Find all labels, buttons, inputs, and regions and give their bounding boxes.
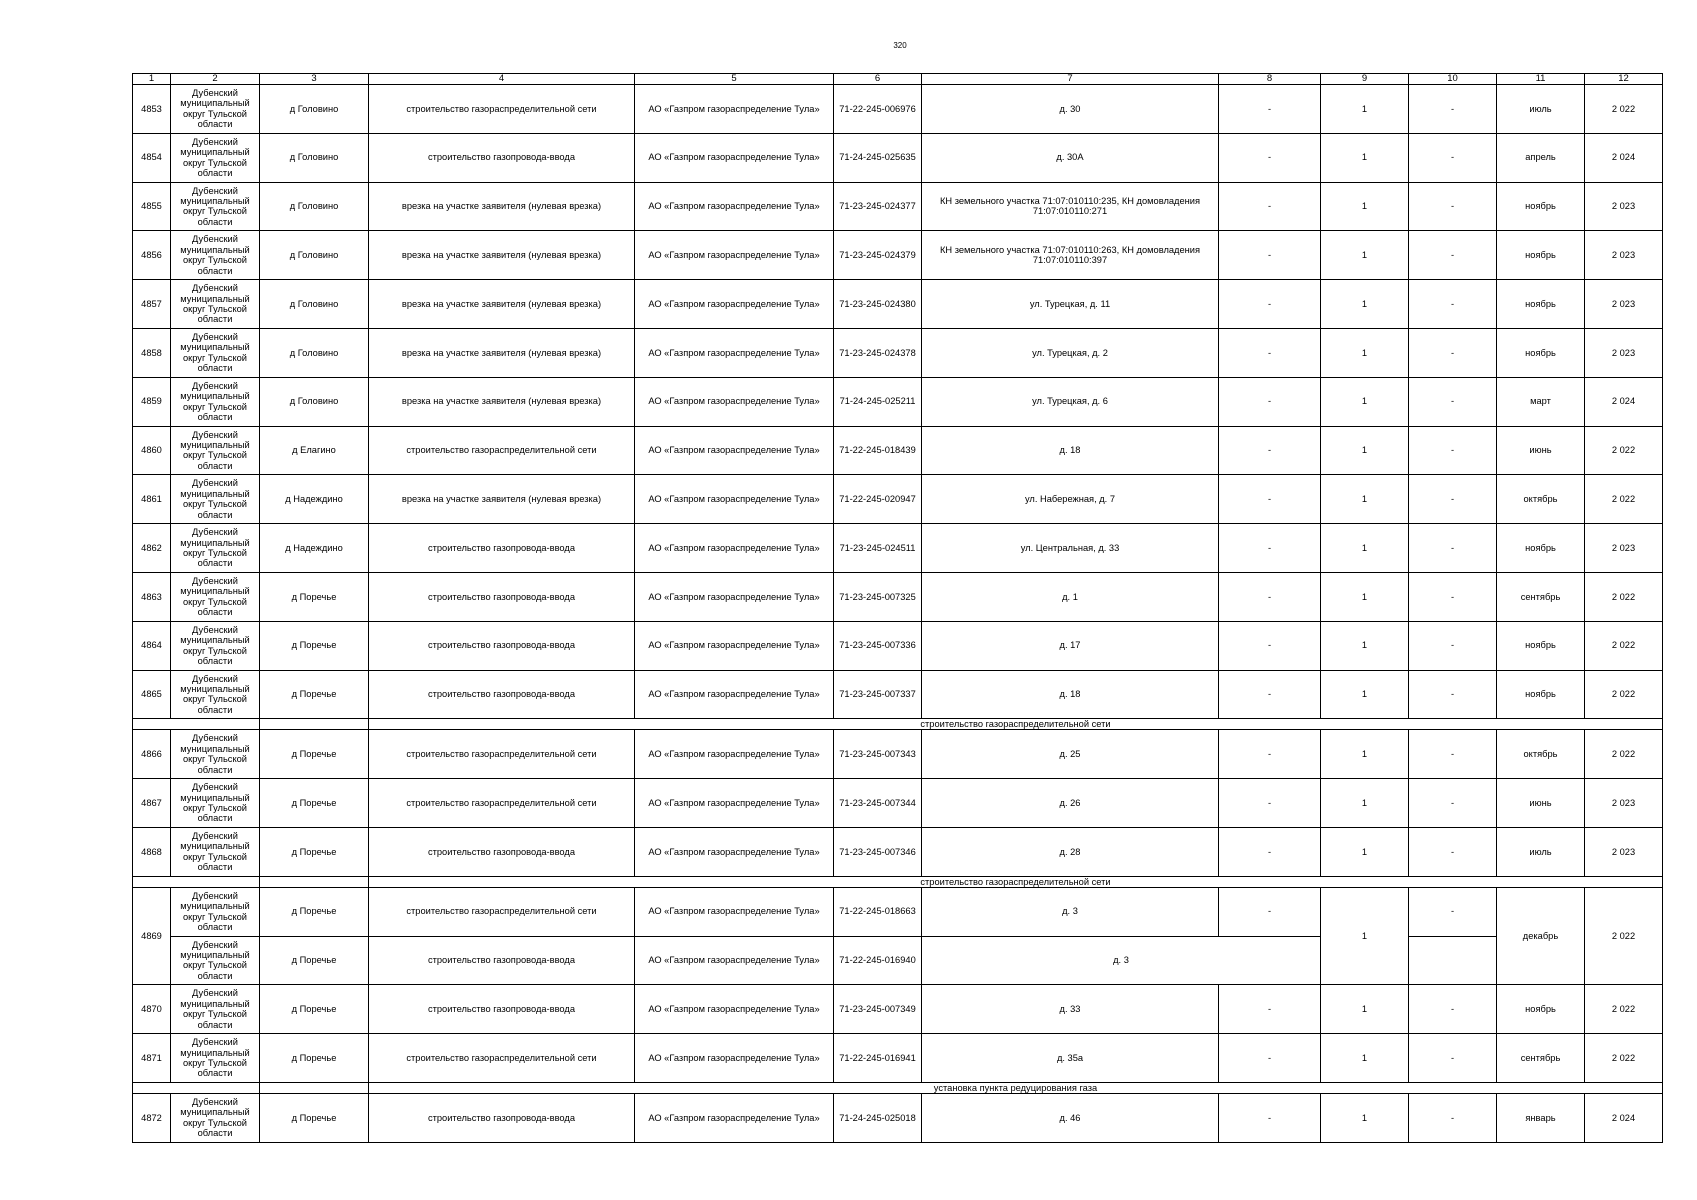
col10-cell: -: [1409, 377, 1497, 426]
address-cell: д. 25: [922, 730, 1219, 779]
work-type-cell: строительство газораспределительной сети: [369, 85, 635, 134]
work-type-cell: строительство газораспределительной сети: [369, 779, 635, 828]
col8-cell: -: [1219, 231, 1321, 280]
work-type-cell: врезка на участке заявителя (нулевая врезка): [369, 475, 635, 524]
month-cell: апрель: [1497, 133, 1585, 182]
year-cell: 2 024: [1585, 133, 1663, 182]
request-code-cell: 71-24-245-025018: [834, 1093, 922, 1142]
col10-cell: -: [1409, 621, 1497, 670]
work-type-cell: врезка на участке заявителя (нулевая врезка): [369, 231, 635, 280]
organization-cell: АО «Газпром газораспределение Тула»: [635, 1034, 834, 1083]
row-number: 4856: [133, 231, 171, 280]
request-code-cell: 71-24-245-025211: [834, 377, 922, 426]
table-row: [133, 572, 1663, 621]
row-number: 4864: [133, 621, 171, 670]
request-code-cell: 71-23-245-024378: [834, 328, 922, 377]
month-cell: июнь: [1497, 426, 1585, 475]
row-number: 4862: [133, 524, 171, 573]
table-row: [133, 280, 1663, 329]
month-cell: июль: [1497, 827, 1585, 876]
note-spacer: [171, 719, 260, 730]
month-cell: ноябрь: [1497, 231, 1585, 280]
month-cell: ноябрь: [1497, 621, 1585, 670]
organization-cell: АО «Газпром газораспределение Тула»: [635, 280, 834, 329]
district-cell: Дубенский муниципальный округ Тульской области: [171, 670, 260, 719]
note-spacer: [133, 876, 171, 887]
table-row: [133, 1034, 1663, 1083]
year-cell: 2 024: [1585, 377, 1663, 426]
request-code-cell: 71-23-245-024380: [834, 280, 922, 329]
section-note-row: [133, 719, 1663, 730]
settlement-cell: д Головино: [260, 85, 369, 134]
settlement-cell: д Поречье: [260, 936, 369, 985]
col10-cell: -: [1409, 779, 1497, 828]
work-type-cell: строительство газопровода-ввода: [369, 524, 635, 573]
row-number: 4863: [133, 572, 171, 621]
col8-cell: -: [1219, 280, 1321, 329]
column-number: 10: [1409, 74, 1497, 85]
col9-cell: 1: [1321, 133, 1409, 182]
organization-cell: АО «Газпром газораспределение Тула»: [635, 621, 834, 670]
col10-cell: -: [1409, 133, 1497, 182]
settlement-cell: д Поречье: [260, 779, 369, 828]
col10-cell: -: [1409, 231, 1497, 280]
column-number: 8: [1219, 74, 1321, 85]
year-cell: 2 022: [1585, 1034, 1663, 1083]
organization-cell: АО «Газпром газораспределение Тула»: [635, 133, 834, 182]
settlement-cell: д Поречье: [260, 730, 369, 779]
organization-cell: АО «Газпром газораспределение Тула»: [635, 985, 834, 1034]
work-type-cell: строительство газопровода-ввода: [369, 133, 635, 182]
settlement-cell: д Поречье: [260, 827, 369, 876]
month-cell: январь: [1497, 1093, 1585, 1142]
row-number: 4866: [133, 730, 171, 779]
work-type-cell: строительство газопровода-ввода: [369, 1093, 635, 1142]
table-row: [133, 985, 1663, 1034]
section-note-row: [133, 1082, 1663, 1093]
district-cell: Дубенский муниципальный округ Тульской области: [171, 475, 260, 524]
col10-cell-empty: [1409, 936, 1497, 985]
col10-cell: -: [1409, 85, 1497, 134]
work-type-cell: врезка на участке заявителя (нулевая врезка): [369, 377, 635, 426]
col10-cell: -: [1409, 730, 1497, 779]
address-cell: д. 26: [922, 779, 1219, 828]
table-row: [133, 827, 1663, 876]
col8-cell: -: [1219, 887, 1321, 936]
col9-cell: 1: [1321, 426, 1409, 475]
col8-cell: -: [1219, 621, 1321, 670]
page-number: 320: [893, 41, 907, 50]
table-row: [133, 1093, 1663, 1142]
month-cell: ноябрь: [1497, 182, 1585, 231]
request-code-cell: 71-23-245-007336: [834, 621, 922, 670]
month-cell: ноябрь: [1497, 280, 1585, 329]
request-code-cell: 71-22-245-016940: [834, 936, 922, 985]
col9-cell: 1: [1321, 572, 1409, 621]
column-number: 2: [171, 74, 260, 85]
col9-cell: 1: [1321, 328, 1409, 377]
column-number: 5: [635, 74, 834, 85]
address-cell: ул. Турецкая, д. 6: [922, 377, 1219, 426]
district-cell: Дубенский муниципальный округ Тульской области: [171, 572, 260, 621]
column-number: 9: [1321, 74, 1409, 85]
note-spacer: [171, 876, 260, 887]
organization-cell: АО «Газпром газораспределение Тула»: [635, 1093, 834, 1142]
district-cell: Дубенский муниципальный округ Тульской области: [171, 779, 260, 828]
col8-cell: -: [1219, 985, 1321, 1034]
col9-cell: 1: [1321, 887, 1409, 985]
year-cell: 2 023: [1585, 280, 1663, 329]
organization-cell: АО «Газпром газораспределение Тула»: [635, 827, 834, 876]
month-cell: ноябрь: [1497, 670, 1585, 719]
col8-cell: -: [1219, 85, 1321, 134]
organization-cell: АО «Газпром газораспределение Тула»: [635, 730, 834, 779]
col8-cell: -: [1219, 730, 1321, 779]
settlement-cell: д Надеждино: [260, 475, 369, 524]
year-cell: 2 022: [1585, 426, 1663, 475]
year-cell: 2 023: [1585, 779, 1663, 828]
work-type-cell: врезка на участке заявителя (нулевая врезка): [369, 328, 635, 377]
address-cell: д. 30А: [922, 133, 1219, 182]
district-cell: Дубенский муниципальный округ Тульской области: [171, 280, 260, 329]
settlement-cell: д Поречье: [260, 621, 369, 670]
col9-cell: 1: [1321, 280, 1409, 329]
settlement-cell: д Надеждино: [260, 524, 369, 573]
col10-cell: -: [1409, 182, 1497, 231]
col9-cell: 1: [1321, 475, 1409, 524]
row-number: 4869: [133, 887, 171, 985]
col10-cell: -: [1409, 670, 1497, 719]
section-note: установка пункта редуцирования газа: [369, 1082, 1663, 1093]
settlement-cell: д Поречье: [260, 985, 369, 1034]
month-cell: июнь: [1497, 779, 1585, 828]
col10-cell: -: [1409, 328, 1497, 377]
table-row: [133, 182, 1663, 231]
row-number: 4858: [133, 328, 171, 377]
organization-cell: АО «Газпром газораспределение Тула»: [635, 426, 834, 475]
address-cell: д. 3: [922, 936, 1321, 985]
work-type-cell: строительство газопровода-ввода: [369, 827, 635, 876]
col9-cell: 1: [1321, 621, 1409, 670]
organization-cell: АО «Газпром газораспределение Тула»: [635, 231, 834, 280]
col9-cell: 1: [1321, 377, 1409, 426]
col8-cell: -: [1219, 328, 1321, 377]
month-cell: ноябрь: [1497, 985, 1585, 1034]
col8-cell: -: [1219, 475, 1321, 524]
year-cell: 2 023: [1585, 524, 1663, 573]
table-row: [133, 426, 1663, 475]
table-row: [133, 730, 1663, 779]
request-code-cell: 71-23-245-007346: [834, 827, 922, 876]
col9-cell: 1: [1321, 85, 1409, 134]
column-number: 7: [922, 74, 1219, 85]
request-code-cell: 71-23-245-024511: [834, 524, 922, 573]
table-row: [133, 377, 1663, 426]
section-note-row: [133, 876, 1663, 887]
request-code-cell: 71-22-245-006976: [834, 85, 922, 134]
table-row: [133, 524, 1663, 573]
note-spacer: [260, 876, 369, 887]
organization-cell: АО «Газпром газораспределение Тула»: [635, 936, 834, 985]
row-number: 4865: [133, 670, 171, 719]
request-code-cell: 71-22-245-016941: [834, 1034, 922, 1083]
request-code-cell: 71-22-245-018439: [834, 426, 922, 475]
row-number: 4861: [133, 475, 171, 524]
settlement-cell: д Головино: [260, 377, 369, 426]
column-number-row: [133, 74, 1663, 85]
col10-cell: -: [1409, 524, 1497, 573]
address-cell: д. 3: [922, 887, 1219, 936]
district-cell: Дубенский муниципальный округ Тульской области: [171, 328, 260, 377]
col10-cell: -: [1409, 985, 1497, 1034]
col8-cell: -: [1219, 426, 1321, 475]
settlement-cell: д Елагино: [260, 426, 369, 475]
settlement-cell: д Поречье: [260, 670, 369, 719]
request-code-cell: 71-22-245-018663: [834, 887, 922, 936]
row-number: 4853: [133, 85, 171, 134]
col9-cell: 1: [1321, 231, 1409, 280]
settlement-cell: д Поречье: [260, 572, 369, 621]
row-number: 4855: [133, 182, 171, 231]
settlement-cell: д Поречье: [260, 1034, 369, 1083]
note-spacer: [133, 719, 171, 730]
district-cell: Дубенский муниципальный округ Тульской области: [171, 133, 260, 182]
request-code-cell: 71-23-245-007325: [834, 572, 922, 621]
year-cell: 2 024: [1585, 1093, 1663, 1142]
col10-cell: -: [1409, 887, 1497, 936]
month-cell: ноябрь: [1497, 524, 1585, 573]
year-cell: 2 023: [1585, 182, 1663, 231]
table-row: [133, 670, 1663, 719]
district-cell: Дубенский муниципальный округ Тульской области: [171, 85, 260, 134]
address-cell: д. 30: [922, 85, 1219, 134]
table-row: [133, 231, 1663, 280]
settlement-cell: д Головино: [260, 280, 369, 329]
column-number: 3: [260, 74, 369, 85]
column-number: 6: [834, 74, 922, 85]
row-number: 4860: [133, 426, 171, 475]
organization-cell: АО «Газпром газораспределение Тула»: [635, 572, 834, 621]
row-number: 4859: [133, 377, 171, 426]
note-spacer: [260, 1082, 369, 1093]
col8-cell: -: [1219, 524, 1321, 573]
year-cell: 2 023: [1585, 231, 1663, 280]
year-cell: 2 022: [1585, 621, 1663, 670]
month-cell: сентябрь: [1497, 1034, 1585, 1083]
col10-cell: -: [1409, 280, 1497, 329]
settlement-cell: д Головино: [260, 231, 369, 280]
column-number: 12: [1585, 74, 1663, 85]
note-spacer: [171, 1082, 260, 1093]
request-code-cell: 71-23-245-024377: [834, 182, 922, 231]
district-cell: Дубенский муниципальный округ Тульской области: [171, 985, 260, 1034]
col9-cell: 1: [1321, 779, 1409, 828]
work-type-cell: строительство газораспределительной сети: [369, 887, 635, 936]
row-number: 4854: [133, 133, 171, 182]
request-code-cell: 71-23-245-007349: [834, 985, 922, 1034]
year-cell: 2 023: [1585, 827, 1663, 876]
year-cell: 2 022: [1585, 572, 1663, 621]
col9-cell: 1: [1321, 827, 1409, 876]
col8-cell: -: [1219, 572, 1321, 621]
request-code-cell: 71-23-245-007337: [834, 670, 922, 719]
note-spacer: [260, 719, 369, 730]
address-cell: д. 17: [922, 621, 1219, 670]
district-cell: Дубенский муниципальный округ Тульской области: [171, 621, 260, 670]
address-cell: ул. Центральная, д. 33: [922, 524, 1219, 573]
month-cell: декабрь: [1497, 887, 1585, 985]
section-note: строительство газораспределительной сети: [369, 719, 1663, 730]
gasification-register-table: [132, 73, 1663, 1143]
column-number: 1: [133, 74, 171, 85]
work-type-cell: строительство газопровода-ввода: [369, 936, 635, 985]
col8-cell: -: [1219, 670, 1321, 719]
address-cell: ул. Турецкая, д. 11: [922, 280, 1219, 329]
row-number: 4870: [133, 985, 171, 1034]
table-row: [133, 887, 1663, 936]
col10-cell: -: [1409, 1034, 1497, 1083]
table-row: [133, 133, 1663, 182]
organization-cell: АО «Газпром газораспределение Тула»: [635, 670, 834, 719]
district-cell: Дубенский муниципальный округ Тульской области: [171, 231, 260, 280]
month-cell: март: [1497, 377, 1585, 426]
district-cell: Дубенский муниципальный округ Тульской области: [171, 426, 260, 475]
table-row: [133, 779, 1663, 828]
work-type-cell: строительство газопровода-ввода: [369, 572, 635, 621]
year-cell: 2 022: [1585, 475, 1663, 524]
section-note: строительство газораспределительной сети: [369, 876, 1663, 887]
settlement-cell: д Головино: [260, 182, 369, 231]
work-type-cell: строительство газораспределительной сети: [369, 426, 635, 475]
request-code-cell: 71-23-245-007343: [834, 730, 922, 779]
year-cell: 2 022: [1585, 730, 1663, 779]
district-cell: Дубенский муниципальный округ Тульской области: [171, 730, 260, 779]
table-row: [133, 328, 1663, 377]
year-cell: 2 022: [1585, 85, 1663, 134]
col9-cell: 1: [1321, 1034, 1409, 1083]
district-cell: Дубенский муниципальный округ Тульской области: [171, 887, 260, 936]
year-cell: 2 022: [1585, 985, 1663, 1034]
col8-cell: -: [1219, 779, 1321, 828]
settlement-cell: д Поречье: [260, 887, 369, 936]
col10-cell: -: [1409, 475, 1497, 524]
col8-cell: -: [1219, 1034, 1321, 1083]
request-code-cell: 71-23-245-007344: [834, 779, 922, 828]
column-number: 4: [369, 74, 635, 85]
address-cell: д. 1: [922, 572, 1219, 621]
organization-cell: АО «Газпром газораспределение Тула»: [635, 182, 834, 231]
col8-cell: -: [1219, 827, 1321, 876]
address-cell: д. 18: [922, 426, 1219, 475]
district-cell: Дубенский муниципальный округ Тульской области: [171, 827, 260, 876]
district-cell: Дубенский муниципальный округ Тульской области: [171, 377, 260, 426]
col8-cell: -: [1219, 182, 1321, 231]
month-cell: июль: [1497, 85, 1585, 134]
request-code-cell: 71-22-245-020947: [834, 475, 922, 524]
organization-cell: АО «Газпром газораспределение Тула»: [635, 887, 834, 936]
year-cell: 2 022: [1585, 670, 1663, 719]
organization-cell: АО «Газпром газораспределение Тула»: [635, 475, 834, 524]
col8-cell: -: [1219, 1093, 1321, 1142]
settlement-cell: д Головино: [260, 328, 369, 377]
col10-cell: -: [1409, 1093, 1497, 1142]
col10-cell: -: [1409, 426, 1497, 475]
work-type-cell: строительство газораспределительной сети: [369, 1034, 635, 1083]
col8-cell: -: [1219, 133, 1321, 182]
address-cell: д. 35а: [922, 1034, 1219, 1083]
district-cell: Дубенский муниципальный округ Тульской области: [171, 182, 260, 231]
col10-cell: -: [1409, 572, 1497, 621]
month-cell: ноябрь: [1497, 328, 1585, 377]
district-cell: Дубенский муниципальный округ Тульской области: [171, 524, 260, 573]
month-cell: октябрь: [1497, 730, 1585, 779]
address-cell: д. 33: [922, 985, 1219, 1034]
address-cell: д. 28: [922, 827, 1219, 876]
table-row: [133, 621, 1663, 670]
work-type-cell: строительство газораспределительной сети: [369, 730, 635, 779]
col9-cell: 1: [1321, 182, 1409, 231]
organization-cell: АО «Газпром газораспределение Тула»: [635, 328, 834, 377]
work-type-cell: строительство газопровода-ввода: [369, 985, 635, 1034]
table-row: [133, 85, 1663, 134]
work-type-cell: врезка на участке заявителя (нулевая врезка): [369, 280, 635, 329]
organization-cell: АО «Газпром газораспределение Тула»: [635, 377, 834, 426]
month-cell: сентябрь: [1497, 572, 1585, 621]
district-cell: Дубенский муниципальный округ Тульской области: [171, 936, 260, 985]
row-number: 4872: [133, 1093, 171, 1142]
row-number: 4868: [133, 827, 171, 876]
district-cell: Дубенский муниципальный округ Тульской области: [171, 1034, 260, 1083]
col8-cell: -: [1219, 377, 1321, 426]
work-type-cell: строительство газопровода-ввода: [369, 621, 635, 670]
col10-cell: -: [1409, 827, 1497, 876]
organization-cell: АО «Газпром газораспределение Тула»: [635, 524, 834, 573]
request-code-cell: 71-24-245-025635: [834, 133, 922, 182]
settlement-cell: д Поречье: [260, 1093, 369, 1142]
work-type-cell: строительство газопровода-ввода: [369, 670, 635, 719]
organization-cell: АО «Газпром газораспределение Тула»: [635, 779, 834, 828]
address-cell: КН земельного участка 71:07:010110:263, КН домовладения 71:07:010110:397: [922, 231, 1219, 280]
column-number: 11: [1497, 74, 1585, 85]
organization-cell: АО «Газпром газораспределение Тула»: [635, 85, 834, 134]
request-code-cell: 71-23-245-024379: [834, 231, 922, 280]
address-cell: ул. Набережная, д. 7: [922, 475, 1219, 524]
col9-cell: 1: [1321, 1093, 1409, 1142]
settlement-cell: д Головино: [260, 133, 369, 182]
address-cell: д. 46: [922, 1093, 1219, 1142]
note-spacer: [133, 1082, 171, 1093]
row-number: 4867: [133, 779, 171, 828]
table-row: [133, 475, 1663, 524]
month-cell: октябрь: [1497, 475, 1585, 524]
table-subrow: [133, 936, 1663, 985]
col9-cell: 1: [1321, 985, 1409, 1034]
col9-cell: 1: [1321, 730, 1409, 779]
row-number: 4871: [133, 1034, 171, 1083]
col9-cell: 1: [1321, 524, 1409, 573]
year-cell: 2 023: [1585, 328, 1663, 377]
row-number: 4857: [133, 280, 171, 329]
address-cell: д. 18: [922, 670, 1219, 719]
col9-cell: 1: [1321, 670, 1409, 719]
work-type-cell: врезка на участке заявителя (нулевая врезка): [369, 182, 635, 231]
district-cell: Дубенский муниципальный округ Тульской области: [171, 1093, 260, 1142]
year-cell: 2 022: [1585, 887, 1663, 985]
address-cell: ул. Турецкая, д. 2: [922, 328, 1219, 377]
address-cell: КН земельного участка 71:07:010110:235, КН домовладения 71:07:010110:271: [922, 182, 1219, 231]
